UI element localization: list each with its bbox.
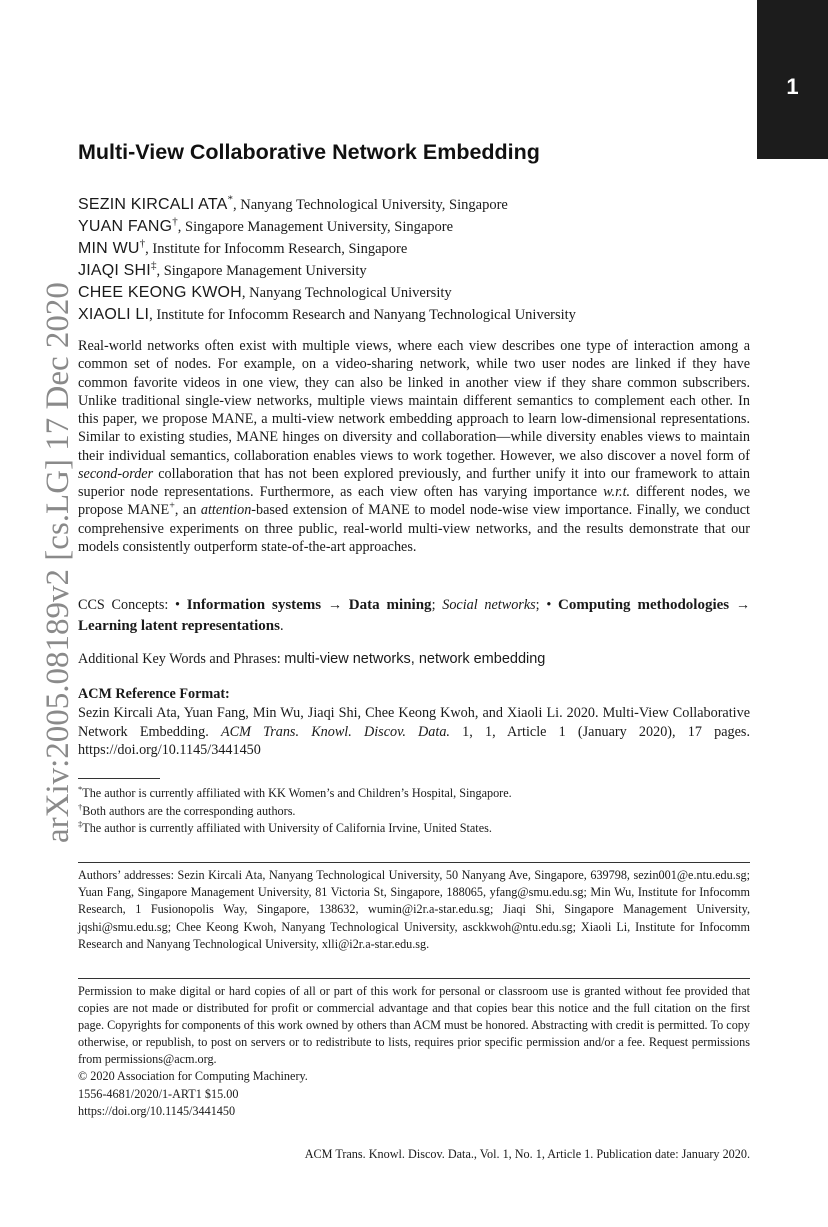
permission-text: Permission to make digital or hard copies of all or part of this work for personal or classroom use is granted without fee provided that copies are not made or distributed for profit or commercial advantage and that copies bear this notice and the full citation on the first page. Copyrights for components of this work owned by others than ACM must be honored. Abstracting with credit is permitted. To copy otherwise, or republish, to post on servers or to redistribute to lists, requires prior specific permission and/or a fee. Request permissions from permissions@acm.org.: [78, 984, 750, 1067]
reference-text: Sezin Kircali Ata, Yuan Fang, Min Wu, Jiaqi Shi, Chee Keong Kwoh, and Xiaoli Li. 2020. Multi-View Collaborative Network Embedding.: [78, 705, 750, 740]
reference-text: 1, 1, Article 1 (January 2020), 17 pages. https://doi.org/10.1145/3441450: [78, 723, 750, 759]
ccs-concept: Learning latent representations: [78, 617, 280, 634]
abstract: [78, 337, 750, 556]
ccs-arrow: →: [321, 597, 349, 613]
copyright-line: © 2020 Association for Computing Machinery.: [78, 1069, 308, 1084]
footnote-text: The author is currently affiliated with KK Women’s and Children’s Hospital, Singapore.: [82, 786, 512, 800]
permission-divider: [78, 978, 750, 979]
footnote: [78, 820, 750, 838]
author-row: [78, 194, 758, 216]
abstract-emphasis: w.r.t.: [603, 484, 631, 500]
author-addresses: Authors’ addresses: Sezin Kircali Ata, Nanyang Technological University, 50 Nanyang Ave, Singapore, 639798, sezin001@e.ntu.edu.sg; Yuan Fang, Singapore Management University, 81 Victoria St, Singapore, 188065, yfang@smu.edu.sg; Min Wu, Institute for Infocomm Research, 1 Fusionopolis Way, Singapore, 138632, wumin@i2r.a-star.edu.sg; Jiaqi Shi, Singapore Management University, jqshi@smu.edu.sg; Chee Keong Kwoh, Nanyang Technological University, asckkwoh@ntu.edu.sg; Xiaoli Li, Institute for Infocomm Research and Nanyang Technological University, xlli@i2r.a-star.edu.sg.: [78, 868, 750, 951]
abstract-emphasis: attention: [200, 502, 252, 519]
author-row: [78, 260, 758, 282]
abstract-text: , an: [174, 502, 201, 519]
footnote-mark: ‡: [78, 818, 83, 829]
footnote-mark: *: [78, 783, 83, 794]
ccs-concept: Data mining: [348, 597, 432, 613]
keywords: [78, 651, 750, 668]
footnotes: [78, 785, 750, 838]
abstract-text: different nodes, we propose MANE: [78, 484, 751, 519]
author-affiliation: , Institute for Infocomm Research, Singapore: [145, 241, 408, 257]
ccs-concept: Social networks: [442, 597, 536, 613]
abstract-paragraph: [78, 337, 750, 556]
addresses-divider: [78, 862, 750, 863]
footnote: [78, 785, 750, 803]
author-affiliation: , Institute for Infocomm Research and Nanyang Technological University: [149, 307, 576, 323]
keywords-label: Additional Key Words and Phrases:: [78, 651, 285, 667]
footnote: [78, 803, 750, 821]
author-name: CHEE KEONG KWOH: [78, 284, 242, 301]
running-footer: ACM Trans. Knowl. Discov. Data., Vol. 1, No. 1, Article 1. Publication date: January 2020.: [304, 1147, 750, 1161]
doi-link[interactable]: https://doi.org/10.1145/3441450: [78, 1103, 236, 1118]
author-name: YUAN FANG: [78, 218, 173, 235]
abstract-text: -based extension of MANE to model node-wise view importance. Finally, we conduct comprehensive experiments on three public, real-world multi-view networks, and the results demonstrate that our models consistently outperform state-of-the-art approaches.: [78, 502, 750, 555]
paper-title: Multi-View Collaborative Network Embedding: [78, 140, 540, 164]
footnote-mark: †: [78, 801, 83, 812]
page-number: 1: [786, 74, 799, 99]
author-footnote-mark: †: [172, 215, 178, 228]
author-affiliation: , Singapore Management University, Singapore: [177, 219, 454, 235]
reference-heading: ACM Reference Format:: [78, 686, 230, 702]
arxiv-stamp: arXiv:2005.08189v2 [cs.LG] 17 Dec 2020: [40, 282, 76, 843]
ccs-concepts: [78, 595, 750, 636]
ccs-arrow: →: [729, 597, 751, 613]
author-list: [78, 194, 758, 326]
abstract-text: Real-world networks often exist with multiple views, where each view describes one type of interaction among a common set of nodes. For example, on a video-sharing network, while two user nodes are linked if they have common favorite videos in one view, they can also be linked in another view if they share common subscribers. Unlike traditional single-view networks, multiple views maintain different semantics to complement each other. In this paper, we propose MANE, a multi-view network embedding approach to learn low-dimensional representations. Similar to existing studies, MANE hinges on diversity and collaboration—while diversity enables views to maintain their individual semantics, collaboration enables views to work together. However, we also discover a novel form of: [78, 338, 750, 464]
issn-line: 1556-4681/2020/1-ART1 $15.00: [78, 1086, 239, 1101]
footnote-divider: [78, 778, 160, 779]
footnote-text: The author is currently affiliated with University of California Irvine, United States.: [82, 821, 492, 835]
author-affiliation: , Nanyang Technological University, Singapore: [233, 197, 508, 213]
author-affiliation: , Singapore Management University: [156, 263, 367, 279]
ccs-separator: ; •: [535, 597, 559, 613]
ccs-separator: ;: [431, 597, 443, 613]
ccs-label: CCS Concepts:: [78, 597, 176, 613]
author-footnote-mark: ‡: [150, 259, 157, 272]
reference-citation: [78, 704, 750, 760]
author-name: JIAQI SHI: [78, 262, 151, 279]
author-affiliation: , Nanyang Technological University: [241, 285, 452, 301]
ccs-concept: Information systems: [186, 597, 322, 613]
author-name: MIN WU: [78, 240, 140, 257]
author-row: [78, 304, 758, 326]
page-number-tab: [757, 0, 828, 159]
author-footnote-mark: *: [227, 193, 234, 206]
model-superscript: +: [169, 500, 175, 512]
author-name: XIAOLI LI: [78, 306, 150, 323]
permission-notice: [78, 983, 750, 1120]
ccs-end: .: [279, 617, 284, 634]
ccs-bullet: •: [175, 597, 187, 613]
author-row: [78, 216, 758, 238]
author-row: [78, 238, 758, 260]
reference-journal: ACM Trans. Knowl. Discov. Data.: [220, 723, 450, 740]
footnote-text: Both authors are the corresponding authors.: [82, 803, 296, 818]
author-row: [78, 282, 758, 304]
author-footnote-mark: †: [139, 237, 146, 250]
abstract-text: collaboration that has not been explored previously, and further unify it into our framework to attain superior node representations. Furthermore, as each view often has varying importance: [78, 465, 750, 500]
abstract-emphasis: second-order: [78, 465, 154, 482]
author-name: SEZIN KIRCALI ATA: [78, 196, 228, 213]
keywords-value: multi-view networks, network embedding: [284, 651, 546, 667]
ccs-concept: Computing methodologies: [558, 597, 730, 613]
